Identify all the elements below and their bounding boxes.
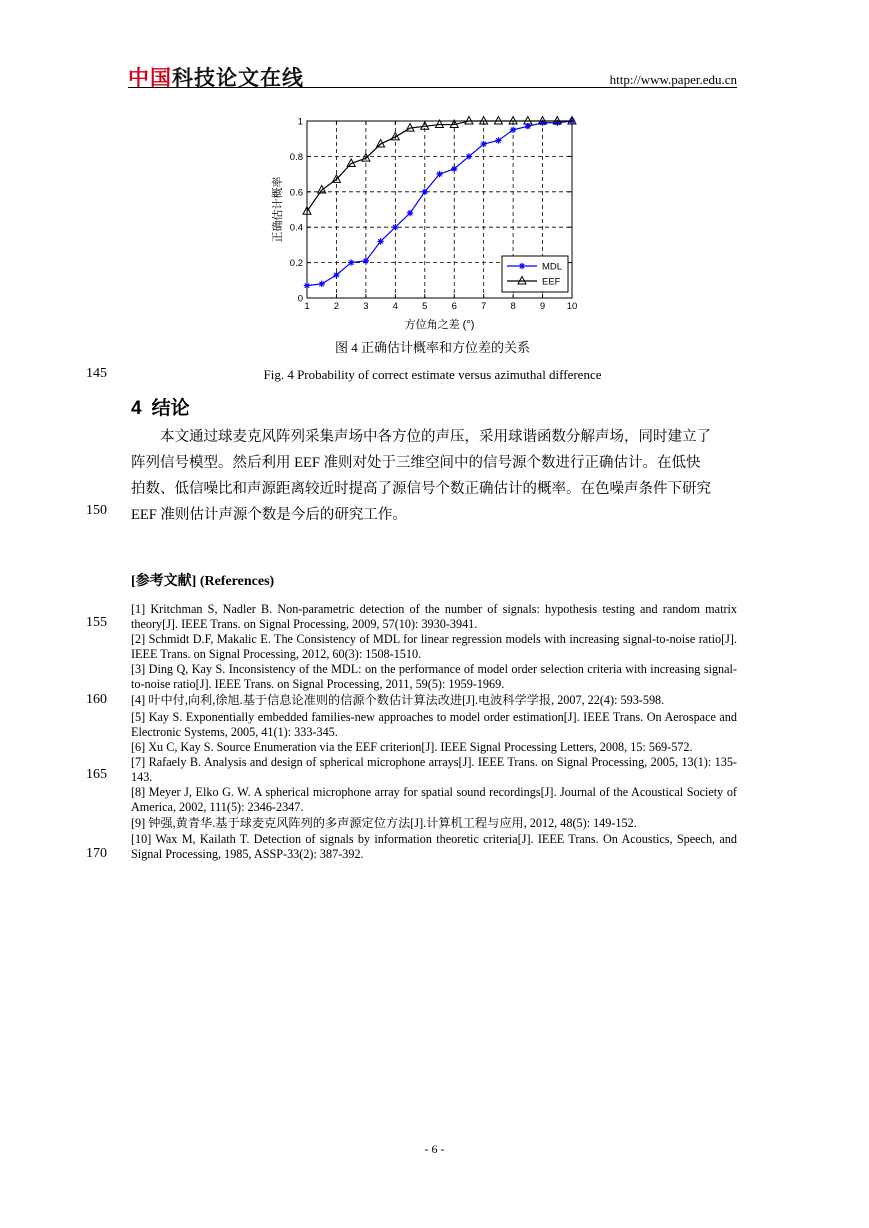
x-tick-label: 4 bbox=[392, 301, 398, 312]
reference-item: [3] Ding Q, Kay S. Inconsistency of the MDL: on the performance of model order selection criteria with increasing signal-to-noise ratio[J]. IEEE Trans. on Signal Processing, 2011, 59(5): 1959-1969. bbox=[131, 662, 737, 692]
eef-series-line bbox=[307, 121, 572, 211]
section-heading bbox=[131, 393, 190, 420]
reference-item: [2] Schmidt D.F, Makalic E. The Consistency of MDL for linear regression models with increasing signal-to-noise ratio[J]. IEEE Trans. on Signal Processing, 2012, 60(3): 1508-1510. bbox=[131, 632, 737, 662]
reference-item: [7] Rafaely B. Analysis and design of spherical microphone arrays[J]. IEEE Trans. on Signal Processing, 2005, 13(1): 135-143. bbox=[131, 755, 737, 785]
x-tick-label: 10 bbox=[566, 301, 578, 312]
header-url: http://www.paper.edu.cn bbox=[609, 72, 737, 87]
reference-item: [6] Xu C, Kay S. Source Enumeration via the EEF criterion[J]. IEEE Signal Processing Letters, 2008, 15: 569-572. bbox=[131, 740, 693, 754]
figure-caption-cn: 图 4 正确估计概率和方位差的关系 bbox=[334, 340, 530, 355]
reference-item: [10] Wax M, Kailath T. Detection of signals by information theoretic criteria[J]. IEEE Trans. On Acoustics, Speech, and Signal Processing, 1985, ASSP-33(2): 387-392. bbox=[131, 832, 737, 862]
reference-item: [1] Kritchman S, Nadler B. Non-parametric detection of the number of signals: hypothesis testing and random matrix theory[J]. IEEE Trans. on Signal Processing, 2009, 57(10): 3930-3941. bbox=[131, 602, 737, 632]
line-number-150: 150 bbox=[86, 503, 107, 518]
x-tick-label: 8 bbox=[510, 301, 516, 312]
eef-point bbox=[465, 117, 473, 125]
line-number-155: 155 bbox=[86, 615, 107, 630]
legend-label: MDL bbox=[542, 261, 563, 273]
paragraph-line-4: EEF 准则估计声源个数是今后的研究工作。 bbox=[131, 507, 407, 523]
line-number-165: 165 bbox=[86, 767, 107, 782]
legend-label: EEF bbox=[542, 276, 561, 288]
paragraph-line-1: 本文通过球麦克风阵列采集声场中各方位的声压，采用球谐函数分解声场，同时建立了 bbox=[160, 429, 711, 445]
logo-part1: 中国 bbox=[128, 66, 172, 90]
line-number-145: 145 bbox=[86, 366, 107, 381]
y-tick-label: 0 bbox=[297, 293, 303, 305]
page-number: - 6 - bbox=[424, 1142, 445, 1156]
y-tick-label: 0.8 bbox=[289, 151, 303, 163]
line-number-160: 160 bbox=[86, 692, 107, 707]
x-tick-label: 3 bbox=[363, 301, 369, 312]
line-number-170: 170 bbox=[86, 846, 107, 861]
y-tick-label: 0.2 bbox=[289, 258, 303, 270]
paragraph-line-3: 拍数、低信噪比和声源距离较近时提高了源信号个数正确估计的概率。在色噪声条件下研究 bbox=[131, 481, 711, 497]
x-tick-label: 6 bbox=[451, 301, 457, 312]
section-number: 4 bbox=[131, 398, 142, 419]
figure-4-chart bbox=[270, 108, 590, 333]
section-title: 结论 bbox=[151, 398, 190, 419]
x-tick-label: 1 bbox=[304, 301, 310, 312]
mdl-point bbox=[495, 137, 501, 143]
mdl-point bbox=[466, 153, 472, 159]
figure-caption-en: Fig. 4 Probability of correct estimate versus azimuthal difference bbox=[263, 367, 602, 382]
reference-item: [5] Kay S. Exponentially embedded families-new approaches to model order estimation[J]. IEEE Trans. On Aerospace and Electronic Systems, 2005, 41(1): 333-345. bbox=[131, 710, 737, 740]
header-rule bbox=[128, 87, 737, 88]
y-tick-label: 0.4 bbox=[289, 222, 303, 234]
references-title: [参考文献] (References) bbox=[131, 574, 275, 589]
mdl-point bbox=[510, 127, 516, 133]
reference-item: [8] Meyer J, Elko G. W. A spherical microphone array for spatial sound recordings[J]. Journal of the Acoustical Society of America, 2002, 111(5): 2346-2347. bbox=[131, 785, 737, 815]
reference-item: [9] 钟强,黄青华.基于球麦克风阵列的多声源定位方法[J].计算机工程与应用, 2012, 48(5): 149-152. bbox=[131, 816, 637, 830]
x-tick-label: 7 bbox=[481, 301, 487, 312]
y-tick-label: 0.6 bbox=[289, 187, 303, 199]
logo-part2: 科技论文在线 bbox=[172, 66, 304, 90]
x-tick-label: 5 bbox=[422, 301, 428, 312]
x-tick-label: 2 bbox=[333, 301, 340, 312]
eef-point bbox=[524, 117, 532, 125]
y-tick-label: 1 bbox=[297, 116, 303, 128]
paragraph-line-2: 阵列信号模型。然后利用 EEF 准则对处于三维空间中的信号源个数进行正确估计。在低快 bbox=[131, 455, 701, 471]
x-tick-label: 9 bbox=[539, 301, 546, 312]
mdl-point bbox=[304, 282, 310, 288]
x-axis-label: 方位角之差 (°) bbox=[404, 319, 475, 331]
eef-point bbox=[494, 117, 502, 125]
y-axis-label: 正确估计概率 bbox=[272, 176, 284, 243]
mdl-point bbox=[348, 259, 354, 265]
mdl-point bbox=[480, 141, 486, 147]
mdl-point bbox=[519, 263, 525, 269]
reference-item: [4] 叶中付,向利,徐旭.基于信息论准则的信源个数估计算法改进[J].电波科学学报, 2007, 22(4): 593-598. bbox=[131, 693, 665, 707]
mdl-point bbox=[319, 281, 325, 287]
